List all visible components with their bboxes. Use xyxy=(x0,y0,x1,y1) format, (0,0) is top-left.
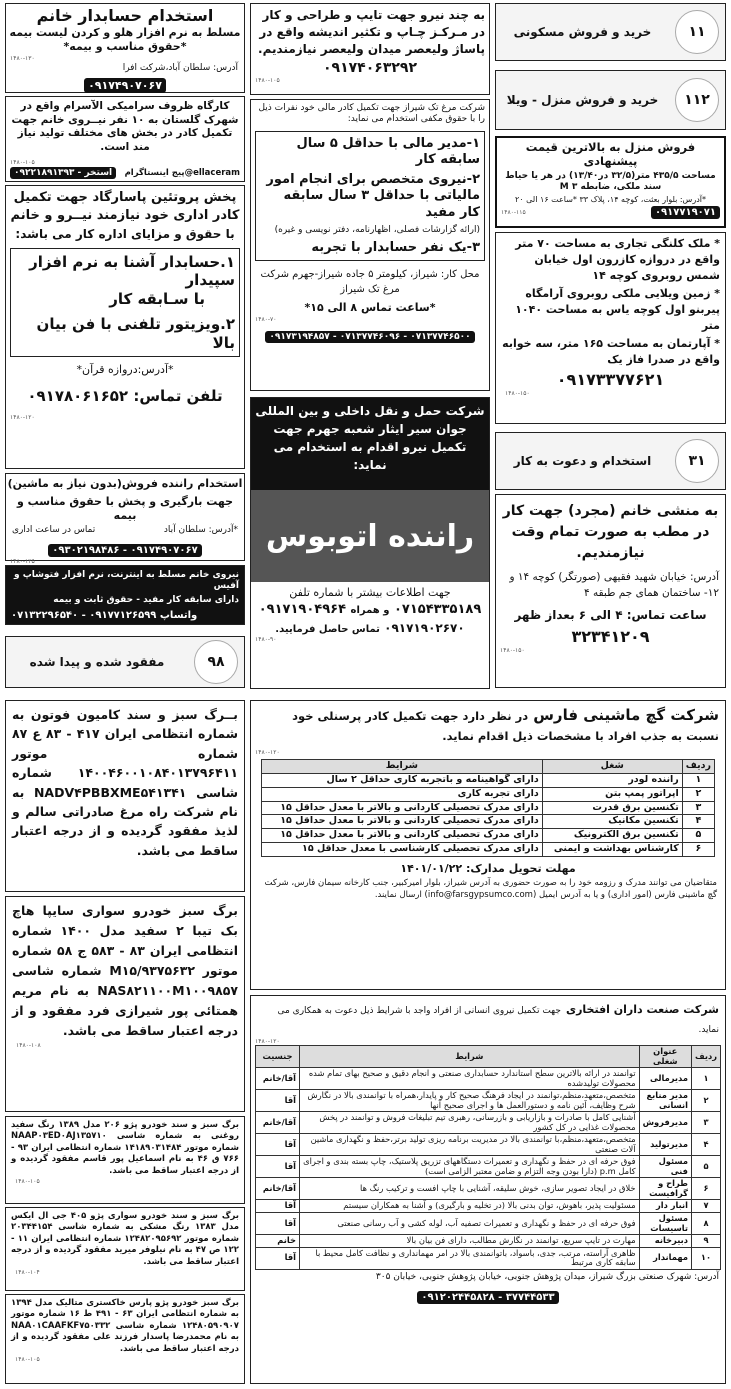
table-cell: آقا xyxy=(256,1134,300,1156)
phone-number: ۰۹۱۷۴۰۶۳۲۹۲ xyxy=(323,60,417,77)
ad-title: فروش منزل به بالاترین قیمت پیشنهادی xyxy=(525,140,696,169)
phone-number: ۰۹۱۷۱۹۰۲۶۷۰ xyxy=(384,620,465,635)
category-label: خرید و فروش منزل - ویلا xyxy=(506,93,659,107)
table-cell: ۶ xyxy=(691,1178,720,1200)
category-number: ۹۸ xyxy=(194,640,238,684)
ad-sales-driver xyxy=(5,473,245,566)
lost-item-3 xyxy=(5,1116,245,1204)
ad-code: ۱۴۸۰-۱۲۵ xyxy=(10,558,35,566)
table-cell: مهماندار xyxy=(639,1247,691,1269)
table-row xyxy=(256,1112,721,1134)
ad-title: شرکت گچ ماشینی فارس xyxy=(533,706,719,724)
ad-title: استخدام راننده فروش(بدون نیاز به ماشین) xyxy=(7,477,243,490)
table-cell: طراح و گرافیست xyxy=(639,1178,691,1200)
ad-text: کارگاه ظروف سرامیکی الآسرام واقع در شهرک گلستان به ۱۰ نفر نیــروی خانم جهت تکمیل کادر در بخش های مختلف تولید نیاز مند است. xyxy=(11,100,239,153)
table-cell: ۵ xyxy=(682,829,714,843)
table-cell: کارشناس بهداشت و ایمنی xyxy=(542,843,682,857)
ad-gypsum xyxy=(250,700,726,990)
property-item: * زمین ویلایی ملکی روبروی آرامگاه پیربنو اول کوچه یاس به مساحت ۱۰۴۰ متر xyxy=(515,286,720,332)
table-row xyxy=(256,1156,721,1178)
ad-intro: در نظر دارد جهت تکمیل کادر پرسنلی خود نسبت به جذب افراد با مشخصات ذیل اقدام نماید. xyxy=(292,709,719,744)
table-header: شرایط xyxy=(300,1046,640,1068)
table-cell: تکنسین مکانیک xyxy=(542,815,682,829)
ad-protein xyxy=(5,185,245,469)
table-cell: ۲ xyxy=(682,787,714,801)
table-header: ردیف xyxy=(691,1046,720,1068)
ad-secretary xyxy=(495,494,726,688)
ad-code: ۱۴۸۰-۱۰۸ xyxy=(16,1042,41,1049)
ad-code: ۱۴۸۰-۱۵۰ xyxy=(505,389,530,397)
table-header: شرایط xyxy=(262,759,543,773)
table-header: شغل xyxy=(542,759,682,773)
lost-item-1 xyxy=(5,700,245,892)
table-cell: ۷ xyxy=(691,1200,720,1213)
table-cell: مدیرمالی xyxy=(639,1068,691,1090)
table-cell: خانم xyxy=(256,1235,300,1248)
table-row xyxy=(256,1134,721,1156)
ad-intro: شرکت مرغ تک شیراز جهت تکمیل کادر مالی خود نفرات ذیل را با حقوق مکفی استخدام می نماید: xyxy=(258,103,485,125)
table-row xyxy=(256,1247,721,1269)
ad-address: *آدرس:دروازه قرآن* xyxy=(76,363,174,377)
phone-number: ۰۹۱۷۳۳۷۷۶۲۱ xyxy=(556,369,665,389)
table-cell: تکنسین برق الکترونیک xyxy=(542,829,682,843)
ad-hours: ساعت تماس: ۴ الی ۶ بعداز ظهر xyxy=(514,607,707,622)
ad-hours: تماس در ساعت اداری xyxy=(12,525,96,536)
job-item: ۲-نیروی متخصص برای انجام امور مالیاتی با حداقل ۳ سال سابقه کار مفید xyxy=(266,172,480,220)
table-cell: دبیرخانه xyxy=(639,1235,691,1248)
table-cell: مسئول فنی xyxy=(639,1156,691,1178)
table-header: عنوان شغلی xyxy=(639,1046,691,1068)
table-header: جنسیت xyxy=(256,1046,300,1068)
category-housing xyxy=(495,3,726,61)
ad-code: ۱۴۸۰-۱۳۰ xyxy=(10,54,35,62)
table-row xyxy=(256,1090,721,1112)
table-cell: آقا xyxy=(256,1090,300,1112)
category-label: مفقود شده و پیدا شده xyxy=(29,655,165,669)
category-villa xyxy=(495,70,726,130)
table-cell: مدیر منابع انسانی xyxy=(639,1090,691,1112)
lost-item-5 xyxy=(5,1294,245,1384)
lost-text: برگ سبز خودرو سواری سایپا هاچ بک تیبا ۲ سفید مدل ۱۴۰۰ شماره انتظامی ایران ۸۳ - ۵۸۳ ج ۵۸ شماره موتور M۱۵/۹۳۷۵۶۳۲ شماره شاسی NAS۸۲۱۱۰۰M۱۰۰۹۸۵۷ به نام مریم همتائی پور شیرازی فرد مفقود و از درجه اعتبار ساقط می باشد. xyxy=(12,903,239,1038)
ad-code: ۱۴۸۰-۱۰۵ xyxy=(10,158,35,166)
ad-address: آدرس: شهرک صنعتی بزرگ شیراز، میدان پژوهش جنوبی، خیابان پژوهش جنوبی، خیابان ۳۰۵ xyxy=(375,1271,719,1282)
ad-title: پخش پروتئین پاسارگاد جهت تکمیل xyxy=(13,190,237,205)
lost-item-4 xyxy=(5,1207,245,1291)
category-number: ۱۱ xyxy=(675,10,719,54)
lost-text: برگ سبز و سند خودرو سواری پژو ۴۰۵ جی ال ایکس مدل ۱۳۸۳ رنگ مشکی به شماره شاسی ۲۰۳۴۴۱۵۴ شماره موتور ۱۲۴۸۲۰۹۵۶۹۲ شماره انتظامی ایران ۱۱ - ۱۲۲ ص ۴۷ به نام نیلوفر میرید مفقود گردیده و از درجه اعتبار ساقط می باشد. xyxy=(11,1211,239,1267)
category-lost-found xyxy=(5,636,245,688)
table-cell: ۵ xyxy=(691,1156,720,1178)
table-cell: دارای گواهینامه و باتجربه کاری حداقل ۲ سال xyxy=(262,773,543,787)
ad-bus-company xyxy=(250,397,490,689)
table-cell: آقا/خانم xyxy=(256,1068,300,1090)
ad-title: شرکت حمل و نقل داخلی و بین المللی جوان سیر ایثار شعبه جهرم جهت تکمیل نیرو اقدام به استخدام می نماید: xyxy=(255,404,485,472)
category-label: استخدام و دعوت به کار xyxy=(513,454,652,468)
table-row xyxy=(256,1200,721,1213)
ad-note: متقاضیان می توانند مدرک و رزومه خود را به صورت حضوری به آدرس شیراز، بلوار امیرکبیر، جنب کارخانه سیمان فارس، شرکت گچ ماشینی فارس (امور اداری) و یا به آدرس ایمیل (info@farsgypsumco.com) ارسال نمایند. xyxy=(264,877,717,900)
table-cell: ۹ xyxy=(691,1235,720,1248)
table-cell: مسئول تاسیسات xyxy=(639,1212,691,1234)
category-label: خرید و فروش مسکونی xyxy=(513,25,652,39)
table-cell: دارای مدرک تحصیلی کارشناسی با معدل حداقل ۱۵ xyxy=(262,843,543,857)
lost-text: برگ سبز خودرو پژو پارس خاکستری متالیک مدل ۱۳۹۴ به شماره انتظامی ایران ۶۳ - ۴۹۱ ط ۱۶ شماره موتور ۱۲۴۸۰۵۹۰۹۰۷ شماره شاسی NAA۰۱CAAFKF۷۵۰۳۳۲ به نام محمدرضا پاسدار فرزند علی مفقود گردیده و از درجه اعتبار ساقط می باشد. xyxy=(11,1298,239,1354)
table-cell: ۳ xyxy=(682,801,714,815)
table-cell: ۱ xyxy=(682,773,714,787)
table-cell: متخصص،متعهد،منظم،توانمند در ایجاد فرهنگ صحیح کار و پایدار،همراه با توانمندی بالا در نگارش شرح وظایف، آئین نامه و دستورالعمل ها و اجرای صحیح آنها xyxy=(300,1090,640,1112)
ad-text: با حقوق و مزایای اداره کار می باشد: xyxy=(15,226,235,241)
table-cell: مدیرتولید xyxy=(639,1134,691,1156)
ad-office-staff xyxy=(5,565,245,625)
table-row xyxy=(262,801,715,815)
phone-number: ۳۲۳۴۱۲۰۹ xyxy=(571,626,650,646)
job-note: (ارائه گزارشات فصلی، اظهارنامه، دفتر نویسی و غیره) xyxy=(274,224,480,235)
phone-number: واتساپ ۰۹۱۷۷۱۲۶۵۹۹ - ۰۷۱۳۲۲۹۶۵۴۰ xyxy=(11,609,198,621)
ad-address: آدرس: سلطان آباد،شرکت افرا xyxy=(122,62,238,73)
table-cell: انبار دار xyxy=(639,1200,691,1213)
deadline: مهلت تحویل مدارک: ۱۴۰۱/۰۱/۲۲ xyxy=(400,862,576,876)
phone-number: ۰۹۲۲۱۸۹۱۳۹۳ - استخر xyxy=(10,167,116,179)
property-item: * آپارتمان به مساحت ۱۶۵ متر، سه خوابه واقع در صدرا فاز یک xyxy=(502,336,720,366)
table-cell: ۴ xyxy=(691,1134,720,1156)
ad-code: ۱۴۸۰-۱۱۵ xyxy=(501,209,526,217)
table-cell: اپراتور پمپ بتن xyxy=(542,787,682,801)
table-cell: آشنایی کامل با صادرات و بازاریابی و بازرسانی، رهبری تیم تبلیغات فروش و توانمند در پخش محصولات غذایی در کل کشور xyxy=(300,1112,640,1134)
ad-text: مسلط به نرم افزار هلو و کردن لیست بیمه xyxy=(9,26,241,39)
ad-ceramic xyxy=(5,96,245,182)
table-cell: ۲ xyxy=(691,1090,720,1112)
ad-house-sale xyxy=(495,136,726,228)
table-cell: ۳ xyxy=(691,1112,720,1134)
table-cell: ۱۰ xyxy=(691,1247,720,1269)
ad-intro: جهت تکمیل نیروی انسانی از افراد واجد با شرایط ذیل دعوت به همکاری می نماید. xyxy=(277,1006,719,1035)
table-cell: آقا/خانم xyxy=(256,1112,300,1134)
table-cell: ۱ xyxy=(691,1068,720,1090)
phone-number: ۰۹۱۷۷۱۹۰۷۱ xyxy=(651,206,720,219)
table-cell: ۴ xyxy=(682,815,714,829)
ad-eftekhari xyxy=(250,995,726,1384)
job-title: راننده اتوبوس xyxy=(265,518,475,554)
table-cell: دارای مدرک تحصیلی کاردانی و بالاتر با معدل حداقل ۱۵ xyxy=(262,815,543,829)
ad-title: شرکت صنعت داران افتخاری xyxy=(565,1003,719,1016)
phone-number: ۰۹۱۲۰۲۴۴۵۸۲۸ - ۳۷۷۴۴۵۳۳ xyxy=(417,1291,558,1304)
ad-address: محل کار: شیراز، کیلومتر ۵ جاده شیراز-جهرم شرکت مرغ تک شیراز xyxy=(260,269,480,296)
table-row xyxy=(262,773,715,787)
table-cell: مهارت در تایپ سریع، توانمند در نگارش مطالب، دارای فن بیان بالا xyxy=(300,1235,640,1248)
ad-text: جهت بارگیری و پخش با حقوق مناسب و بیمه xyxy=(16,494,234,522)
ad-text: مساحت ۴۳۵/۵ متر(۳۲/۵ در۱۳/۴۰) در هر یا حیاط xyxy=(505,170,716,181)
ad-typist xyxy=(250,3,490,95)
job-item: ۲.ویزیتور تلفنی با فن بیان بالا xyxy=(36,314,235,352)
table-header: ردیف xyxy=(682,759,714,773)
ad-text: جهت اطلاعات بیشتر با شماره تلفن xyxy=(289,586,451,599)
gypsum-table xyxy=(261,759,715,857)
table-cell: ظاهری آراسته، مرتب، جدی، باسواد، باتوانمندی بالا در امر مهمانداری و نظافت کامل محیط با سابقه کاری مرتبط xyxy=(300,1247,640,1269)
ad-property xyxy=(495,232,726,424)
table-row xyxy=(256,1235,721,1248)
table-cell: توانمند در ارائه بالاترین سطح استاندارد حسابداری صنعتی و انجام دقیق و صحیح بهای تمام شده محصولات تولیدشده xyxy=(300,1068,640,1090)
ad-text: نیروی خانم مسلط به اینترنت، نرم افزار فتوشاپ و آفیس xyxy=(14,570,239,592)
table-cell: آقا xyxy=(256,1212,300,1234)
ad-code: ۱۴۸۰-۱۰۴ xyxy=(15,1269,40,1277)
table-row xyxy=(262,787,715,801)
ad-address: *آدرس: بلوار بعثت، کوچه ۱۴، پلاک ۳۳ *ساعت ۱۶ الی ۲۰ xyxy=(515,195,706,205)
ad-title: استخدام حسابدار خانم xyxy=(36,6,214,25)
ad-text: سند ملکی، ضابطه M ۳ xyxy=(559,182,662,192)
category-number: ۳۱ xyxy=(675,439,719,483)
ad-hours: *ساعت تماس ۸ الی ۱۵* xyxy=(304,301,436,315)
lost-item-2 xyxy=(5,896,245,1112)
job-item: ۱.حسابدار آشنا به نرم افزار سپیدار xyxy=(29,252,235,290)
phone-number: ۰۹۱۷۴۹۰۷۰۶۷ xyxy=(84,78,166,93)
table-cell: آقا/خانم xyxy=(256,1178,300,1200)
ad-code: ۱۴۸۰-۱۰۵ xyxy=(15,1356,40,1364)
category-number: ۱۱۲ xyxy=(675,78,719,122)
table-cell: آقا xyxy=(256,1247,300,1269)
ad-code: ۱۴۸۰-۹۰ xyxy=(255,635,277,643)
ad-text: تماس حاصل فرمایید. xyxy=(275,623,380,635)
table-row xyxy=(262,829,715,843)
table-cell: فوق حرفه ای در حفظ و نگهداری و تعمیرات تصفیه آب، لوله کشی و آب رسانی صنعتی xyxy=(300,1212,640,1234)
ad-code: ۱۴۸۰-۱۲۰ xyxy=(255,748,280,756)
table-cell: متخصص،متعهد،منظم،با توانمندی بالا در مدیریت برنامه ریزی تولید برتر،حفظ و نگهداری ماشین آلات صنعتی xyxy=(300,1134,640,1156)
ad-text: کادر اداری خود نیازمند نیــرو و خانم xyxy=(10,208,240,224)
property-item: * ملک کلنگی تجاری به مساحت ۷۰ متر واقع در دروازه کازرون اول خیابان شمس روبروی کوچه ۱۴ xyxy=(515,237,720,282)
table-cell: خلاق در ایجاد تصویر سازی، خوش سلیقه، آشنایی با چاپ افست و ترکیب رنگ ها xyxy=(300,1178,640,1200)
table-cell: دارای تجربه کاری xyxy=(262,787,543,801)
eftekhari-table xyxy=(255,1045,721,1270)
ad-title: به منشی خانم (مجرد) جهت کار در مطب به صورت تمام وقت نیازمندیم. xyxy=(502,503,719,561)
job-item: ۱-مدیر مالی با حداقل ۵ سال سابقه کار xyxy=(296,135,480,167)
table-cell: دارای مدرک تحصیلی کاردانی و بالاتر با معدل حداقل ۱۵ xyxy=(262,829,543,843)
table-cell: ۶ xyxy=(682,843,714,857)
table-row xyxy=(256,1178,721,1200)
ad-address: آدرس: خیابان شهید فقیهی (صورتگر) کوچه ۱۴ و ۱۲- ساختمان همای جم طبقه ۴ xyxy=(509,571,719,599)
ad-address: *آدرس: سلطان آباد xyxy=(163,525,238,536)
instagram-page: پیج اینستاگرام@ellaceram xyxy=(124,167,240,178)
ad-morgh-tak xyxy=(250,99,490,391)
ad-text: *حقوق مناسب و بیمه* xyxy=(63,39,187,53)
phone-number: ۰۹۳۰۲۱۹۸۴۸۶ - ۰۹۱۷۴۹۰۷۰۶۷ xyxy=(48,544,201,557)
table-cell: تکنسین برق قدرت xyxy=(542,801,682,815)
ad-code: ۱۴۸۰-۱۰۵ xyxy=(15,1178,40,1186)
table-row xyxy=(262,843,715,857)
category-jobs xyxy=(495,432,726,490)
table-cell: فوق حرفه ای در حفظ و نگهداری و تعمیرات دستگاههای تزریق پلاستیک، چاپ بسته بندی و اجرای کامل p.m (دارا بودن وجه التزام و ضامن معتبر الزامی است) xyxy=(300,1156,640,1178)
job-item: با سـابقه کار xyxy=(109,290,205,308)
ad-accountant xyxy=(5,3,245,93)
table-cell: ۸ xyxy=(691,1212,720,1234)
ad-text: و همراه xyxy=(350,604,390,616)
lost-text: برگ سبز و سند خودرو پژو ۲۰۶ مدل ۱۳۸۹ رنگ سفید روغنی به شماره شاسی NAAP۰۳ED۰AJ۱۳۵۷۱۰ شماره موتور ۱۴۱۸۹۰۳۱۴۸۴ شماره انتظامی ایران ۹۳ - ۷۶۶ ق ۴۶ به نام اسماعیل پور قاسم مفقود گردیده و از درجه اعتبار ساقط می باشد. xyxy=(11,1120,239,1176)
ad-code: ۱۴۸۰-۷۰ xyxy=(255,316,277,323)
table-cell: آقا xyxy=(256,1156,300,1178)
phone-number: ۰۹۱۷۱۹۰۴۹۶۴ xyxy=(258,601,347,617)
ad-code: ۱۴۸۰-۱۵۰ xyxy=(500,646,525,654)
job-item: ۳-یک نفر حسابدار با تجربه xyxy=(311,240,480,255)
table-cell: راننده لودر xyxy=(542,773,682,787)
table-row xyxy=(256,1068,721,1090)
table-cell: آقا xyxy=(256,1200,300,1213)
table-row xyxy=(262,815,715,829)
phone-number: ۰۹۱۷۳۱۹۴۸۵۷ - ۰۷۱۳۷۷۴۶۰۹۶ - ۰۷۱۳۷۷۴۶۵۰۰ xyxy=(265,331,474,343)
phone-number: ۰۷۱۵۴۳۳۵۱۸۹ xyxy=(393,601,482,617)
table-cell: مسئولیت پذیر، باهوش، توان بدنی بالا (در تخلیه و بارگیری) و آشنا به همکاران سیستم xyxy=(300,1200,640,1213)
ad-text: دارای سابقه کار مفید - حقوق ثابت و بیمه xyxy=(53,594,239,605)
ad-text: به چند نیرو جهت تایپ و طراحی و کار در مـرکـز چـاپ و تکثیر اندیشه واقع در پاساژ ولیعصر میدان ولیعصر نیازمندیم. xyxy=(258,8,485,56)
table-row xyxy=(256,1212,721,1234)
table-cell: مدیرفروش xyxy=(639,1112,691,1134)
phone-number: تلفن تماس: ۰۹۱۷۸۰۶۱۶۵۲ xyxy=(27,387,223,405)
lost-text: بــرگ سبز و سند کامیون فوتون به شماره انتظامی ایران ۴۱۷ - ۸۳ ع ۸۷ شماره موتور ۱۴۰۰۴۶۰۰۱۰۸۴۰۱۳۷۹۶۴۱۱ شماره شاسی NADV۴PBBXME۵۴۱۳۴۱ به نام شرکت راه مرغ صادراتی سالم و لذیذ مفقود گردیده و از درجه اعتبار ساقط می باشد. xyxy=(12,707,238,858)
ad-code: ۱۴۸۰-۱۲۰ xyxy=(10,413,35,421)
table-cell: دارای مدرک تحصیلی کاردانی و بالاتر با معدل حداقل ۱۵ xyxy=(262,801,543,815)
ad-code: ۱۴۸۰-۱۰۵ xyxy=(255,77,280,85)
ad-code: ۱۴۸۰-۱۲۰ xyxy=(255,1038,280,1045)
